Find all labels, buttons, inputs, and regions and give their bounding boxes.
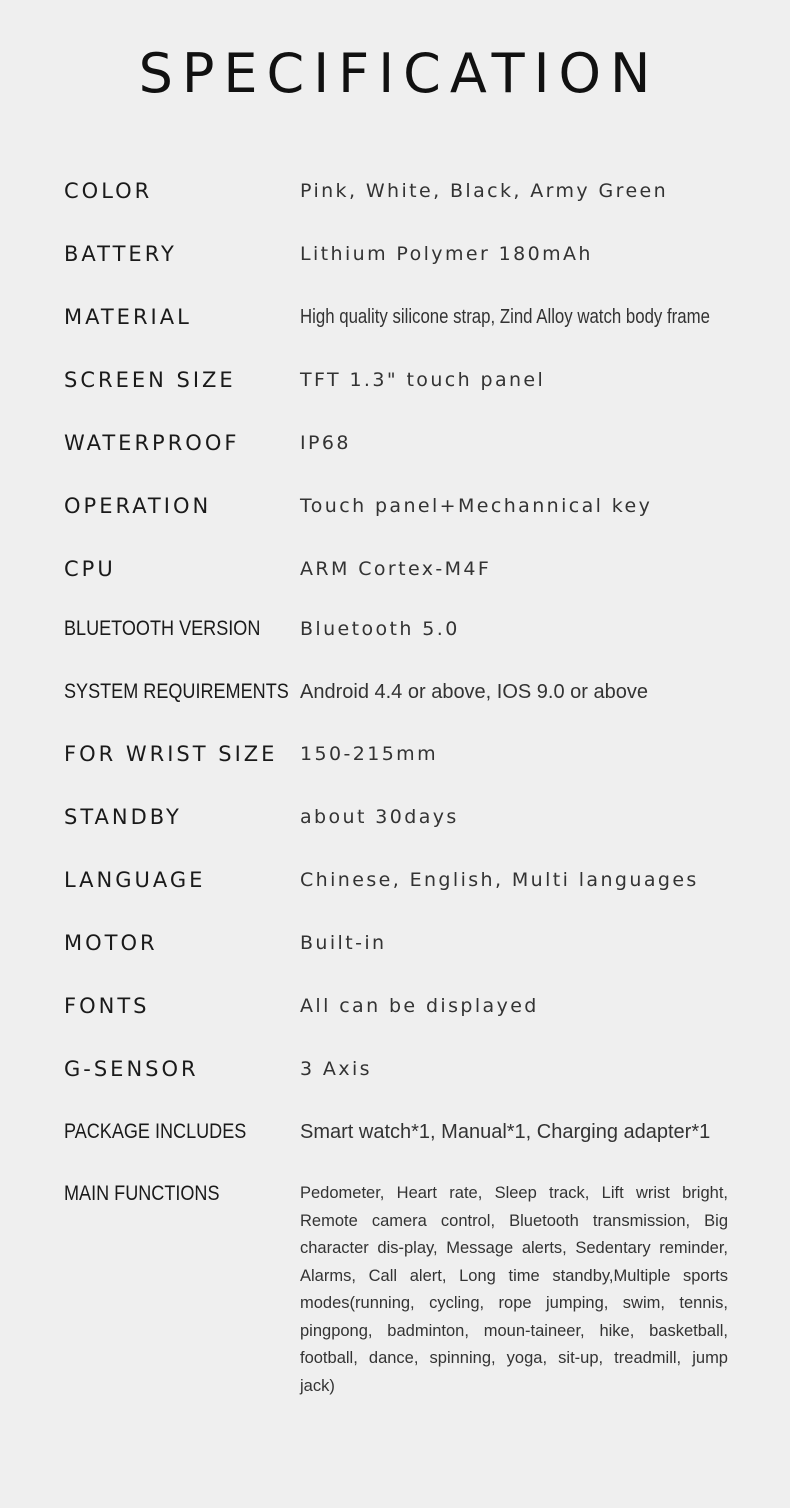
spec-label: MAIN FUNCTIONS <box>64 1182 220 1205</box>
spec-label: BATTERY <box>64 242 177 266</box>
spec-label: CPU <box>64 557 116 581</box>
spec-value: All can be displayed <box>300 995 539 1017</box>
spec-value: Bluetooth 5.0 <box>300 618 460 640</box>
spec-value: 150-215mm <box>300 743 439 765</box>
spec-label: OPERATION <box>64 494 212 518</box>
spec-value: High quality silicone strap, Zind Alloy watch body frame <box>300 306 710 328</box>
spec-value: 3 Axis <box>300 1058 372 1080</box>
spec-value: Android 4.4 or above, IOS 9.0 or above <box>300 681 648 703</box>
spec-value: ARM Cortex-M4F <box>300 558 492 580</box>
spec-value: about 30days <box>300 806 459 828</box>
spec-label: WATERPROOF <box>64 431 240 455</box>
spec-label: COLOR <box>64 179 153 203</box>
spec-label: SYSTEM REQUIREMENTS <box>64 680 289 703</box>
spec-value: Pink, White, Black, Army Green <box>300 180 669 202</box>
page-title: SPECIFICATION <box>138 42 660 105</box>
spec-label: MOTOR <box>64 931 158 955</box>
spec-label: FONTS <box>64 994 150 1018</box>
spec-label: G-SENSOR <box>64 1057 199 1081</box>
spec-value: Lithium Polymer 180mAh <box>300 243 593 265</box>
spec-label: SCREEN SIZE <box>64 368 236 392</box>
spec-value: TFT 1.3" touch panel <box>300 369 546 391</box>
spec-label: LANGUAGE <box>64 868 206 892</box>
spec-label: FOR WRIST SIZE <box>64 742 278 766</box>
spec-label: MATERIAL <box>64 305 192 329</box>
spec-value: Built-in <box>300 932 387 954</box>
spec-value: Smart watch*1, Manual*1, Charging adapter*1 <box>300 1121 711 1143</box>
spec-value: IP68 <box>300 432 351 454</box>
spec-label: BLUETOOTH VERSION <box>64 617 261 640</box>
spec-value: Touch panel+Mechannical key <box>300 495 653 517</box>
spec-value-paragraph: Pedometer, Heart rate, Sleep track, Lift wrist bright, Remote camera control, Bluetooth transmission, Big character dis-play, Message alerts, Sedentary reminder, Alarms, Call alert, Long time standby,Multiple sports modes(running, cycling, rope jumping, swim, tennis, pingpong, badminton, moun-taineer, hike, basketball, football, dance, spinning, yoga, sit-up, treadmill, jump jack) <box>300 1184 728 1395</box>
spec-label: STANDBY <box>64 805 182 829</box>
spec-value: Chinese, English, Multi languages <box>300 869 699 891</box>
spec-label: PACKAGE INCLUDES <box>64 1120 247 1143</box>
